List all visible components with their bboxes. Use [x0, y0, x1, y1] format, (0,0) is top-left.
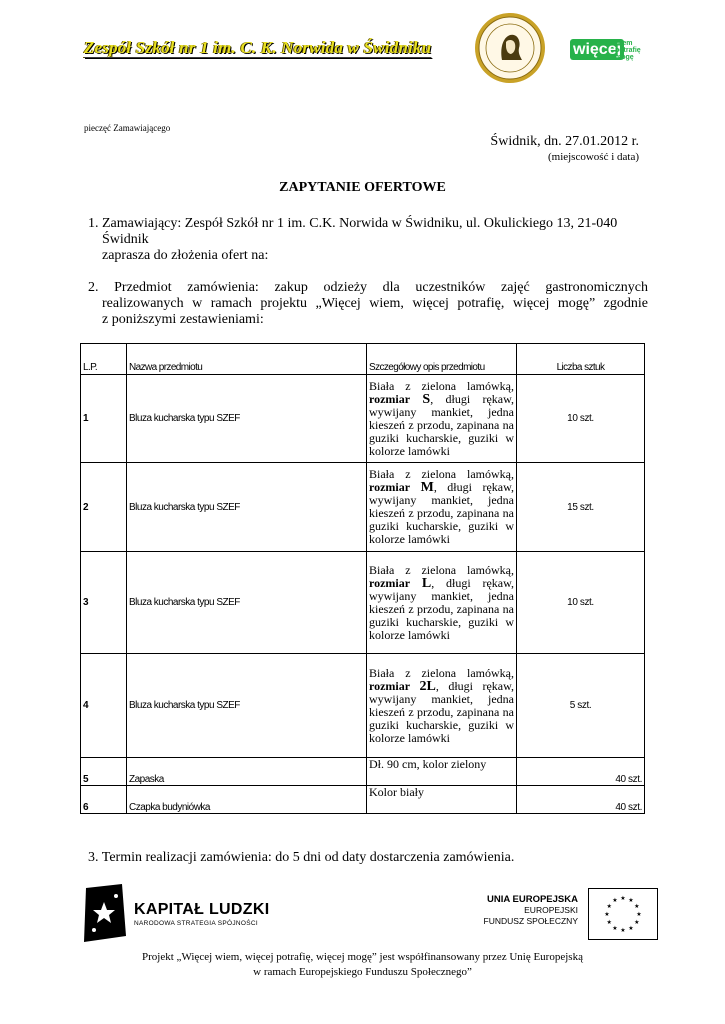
- header-name: Nazwa przedmiotu: [127, 344, 367, 375]
- stamp-label: pieczęć Zamawiającego: [84, 123, 171, 133]
- eu-star-icon: ★: [634, 919, 640, 926]
- section-delivery-term: 3. Termin realizacji zamówienia: do 5 dni od daty dostarczenia zamówienia.: [88, 850, 515, 865]
- document-title: ZAPYTANIE OFERTOWE: [279, 180, 446, 195]
- medallion-portrait-icon: [474, 12, 546, 84]
- table-row: [81, 786, 645, 814]
- row-lp: 3: [81, 552, 127, 654]
- kapital-ludzki-title: KAPITAŁ LUDZKI: [134, 901, 270, 918]
- row-name: Bluza kucharska typu SZEF: [127, 654, 367, 758]
- eu-star-icon: ★: [620, 927, 626, 934]
- eu-star-icon: ★: [620, 895, 626, 902]
- items-table: [80, 343, 645, 814]
- table-row: [81, 375, 645, 463]
- row-size: 2L: [419, 678, 436, 694]
- table-header-row: [81, 344, 645, 375]
- row-description: Biała z zielona lamówką, rozmiar L, długi rękaw, wywijany mankiet, jedna kieszeń z przodu, zapinana na guziki kucharskie, guziki w kolorze lamówki: [367, 552, 517, 654]
- row-size: S: [422, 391, 431, 407]
- row-description: Biała z zielona lamówką, rozmiar 2L, długi rękaw, wywijany mankiet, jedna kieszeń z przodu, zapinana na guziki kucharskie, guziki w kolorze lamówki: [367, 654, 517, 758]
- section-contracting-party: [88, 216, 648, 264]
- eu-flag-icon: [588, 888, 658, 940]
- row-description: Kolor biały: [367, 786, 517, 814]
- place-date-note: (miejscowość i data): [547, 151, 639, 163]
- row-lp: 6: [81, 786, 127, 814]
- eu-star-icon: ★: [636, 911, 642, 918]
- kapital-ludzki-star-icon: [82, 884, 130, 944]
- table-row: [81, 758, 645, 786]
- header-description: Szczegółowy opis przedmiotu: [367, 344, 517, 375]
- row-name: Bluza kucharska typu SZEF: [127, 552, 367, 654]
- row-quantity: 10 szt.: [517, 552, 645, 654]
- section1-line1: 1. Zamawiający: Zespół Szkół nr 1 im. C.K. Norwida w Świdniku, ul. Okulickiego 13, 21-040: [88, 216, 618, 231]
- table-row: [81, 552, 645, 654]
- eu-star-icon: ★: [634, 903, 640, 910]
- wiecej-logo-word: więcej: [570, 39, 624, 60]
- row-name: Czapka budyniówka: [127, 786, 367, 814]
- section1-line2: Świdnik: [102, 232, 149, 247]
- footer-line1: Projekt „Więcej wiem, więcej potrafię, więcej mogę” jest współfinansowany przez Unię Europejską: [142, 951, 583, 963]
- eu-fund-label: UNIA EUROPEJSKA EUROPEJSKI FUNDUSZ SPOŁECZNY: [483, 894, 578, 926]
- row-quantity: 5 szt.: [517, 654, 645, 758]
- school-name-banner: Zespół Szkół nr 1 im. C. K. Norwida w Świdniku: [84, 38, 432, 57]
- eu-star-icon: ★: [628, 924, 634, 932]
- section1-line3: zaprasza do złożenia ofert na:: [102, 248, 269, 263]
- eu-star-icon: ★: [604, 911, 610, 918]
- header-quantity: Liczba sztuk: [517, 344, 645, 375]
- eu-star-icon: ★: [606, 903, 612, 910]
- row-quantity: 10 szt.: [517, 375, 645, 463]
- eu-star-icon: ★: [606, 919, 612, 926]
- project-footer: [0, 950, 725, 980]
- row-description: Biała z zielona lamówką, rozmiar S, długi rękaw, wywijany mankiet, jedna kieszeń z przodu, zapinana na guziki kucharskie, guziki w kolorze lamówki: [367, 375, 517, 463]
- row-lp: 1: [81, 375, 127, 463]
- row-name: Zapaska: [127, 758, 367, 786]
- row-name: Bluza kucharska typu SZEF: [127, 463, 367, 552]
- row-name: Bluza kucharska typu SZEF: [127, 375, 367, 463]
- place-date: Świdnik, dn. 27.01.2012 r.: [490, 134, 639, 149]
- wiecej-logo: [570, 38, 640, 64]
- section2-line2: realizowanych w ramach projektu „Więcej wiem, więcej potrafię, więcej mogę” zgodnie: [102, 296, 648, 311]
- section2-line1: 2. Przedmiot zamówienia: zakup odzieży dla uczestników zajęć gastronomicznych: [88, 280, 648, 295]
- row-quantity: 15 szt.: [517, 463, 645, 552]
- eu-star-icon: ★: [628, 897, 634, 905]
- kapital-ludzki-subtitle: NARODOWA STRATEGIA SPÓJNOŚCI: [134, 920, 258, 927]
- row-quantity: 40 szt.: [517, 758, 645, 786]
- row-description: Dł. 90 cm, kolor zielony: [367, 758, 517, 786]
- row-lp: 4: [81, 654, 127, 758]
- row-size: M: [420, 480, 434, 495]
- section-order-subject: [88, 280, 648, 328]
- header-lp: L.P.: [81, 344, 127, 375]
- row-size: L: [421, 575, 432, 591]
- row-lp: 2: [81, 463, 127, 552]
- row-quantity: 40 szt.: [517, 786, 645, 814]
- footer-line2: w ramach Europejskiego Funduszu Społecznego”: [253, 966, 472, 978]
- kapital-ludzki-logo: [82, 884, 282, 944]
- row-lp: 5: [81, 758, 127, 786]
- table-row: [81, 463, 645, 552]
- wiecej-logo-side: wiem potrafię mogę: [615, 40, 641, 61]
- section2-line3: z poniższymi zestawieniami:: [102, 312, 264, 327]
- eu-star-icon: ★: [612, 897, 618, 905]
- row-description: Biała z zielona lamówką, rozmiar M, długi rękaw, wywijany mankiet, jedna kieszeń z przodu, zapinana na guziki kucharskie, guziki w kolorze lamówki: [367, 463, 517, 552]
- eu-star-icon: ★: [612, 924, 618, 932]
- table-row: [81, 654, 645, 758]
